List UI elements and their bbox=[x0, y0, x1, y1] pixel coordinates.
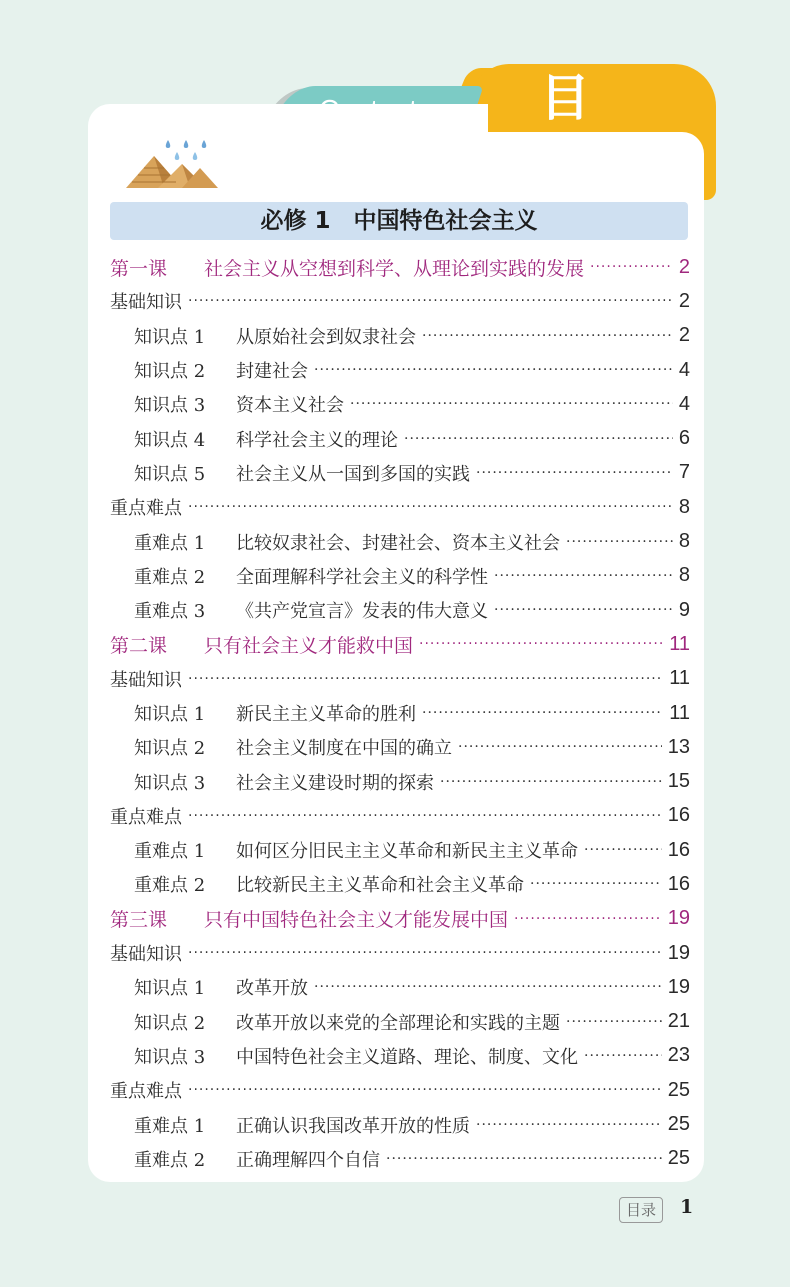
toc-leader-dots bbox=[476, 465, 673, 481]
toc-leader-dots bbox=[494, 568, 673, 584]
toc-section-row[interactable] bbox=[110, 936, 690, 970]
toc-entry-tag: 知识点 4 bbox=[134, 429, 206, 451]
toc-page-number: 2 bbox=[678, 289, 690, 312]
toc-entry-label: 基础知识 bbox=[110, 944, 182, 966]
toc-item-row[interactable] bbox=[110, 1107, 690, 1141]
toc-entry-label: 新民主主义革命的胜利 bbox=[236, 704, 416, 725]
toc-lesson-row[interactable] bbox=[110, 902, 690, 936]
toc-item-row[interactable] bbox=[110, 353, 690, 387]
toc-entry-title bbox=[134, 1043, 578, 1069]
toc-entry-tag: 知识点 3 bbox=[134, 395, 206, 417]
toc-entry-tag: 重难点 2 bbox=[134, 875, 206, 897]
toc-item-row[interactable] bbox=[110, 764, 690, 798]
pyramids-icon bbox=[124, 138, 220, 192]
toc-entry-label: 只有中国特色社会主义才能发展中国 bbox=[204, 909, 509, 932]
toc-entry-label: 改革开放 bbox=[236, 978, 308, 1000]
toc-entry-title bbox=[134, 426, 398, 452]
toc-item-row[interactable] bbox=[110, 593, 690, 627]
toc-entry-title bbox=[110, 494, 182, 520]
toc-entry-label: 重点难点 bbox=[110, 1081, 182, 1103]
toc-leader-dots bbox=[314, 362, 673, 378]
toc-entry-tag: 知识点 2 bbox=[134, 1012, 206, 1034]
toc-page-number: 2 bbox=[678, 255, 690, 278]
toc-entry-tag: 重难点 1 bbox=[134, 1115, 206, 1137]
toc-entry-label: 比较新民主主义革命和社会主义革命 bbox=[236, 875, 524, 897]
toc-entry-label: 科学社会主义的理论 bbox=[236, 429, 398, 451]
toc-leader-dots bbox=[188, 293, 673, 309]
toc-page-number: 21 bbox=[667, 1010, 690, 1033]
toc-entry-title bbox=[134, 529, 560, 555]
toc-entry-label: 基础知识 bbox=[110, 292, 182, 314]
toc-entry-title bbox=[134, 1009, 560, 1035]
page-title: 目 bbox=[540, 69, 614, 127]
toc-leader-dots bbox=[566, 1014, 662, 1030]
toc-leader-dots bbox=[590, 259, 673, 275]
toc-entry-title bbox=[134, 357, 308, 383]
toc-entry-title bbox=[110, 803, 182, 829]
toc-page-number: 25 bbox=[667, 1147, 690, 1170]
toc-page-number: 25 bbox=[667, 1078, 690, 1101]
toc-entry-title bbox=[134, 1146, 380, 1172]
toc-page-number: 11 bbox=[669, 667, 690, 690]
toc-entry-label: 基础知识 bbox=[110, 669, 182, 691]
toc-entry-tag: 第一课 bbox=[110, 257, 168, 280]
toc-leader-dots bbox=[188, 1082, 662, 1098]
toc-entry-title bbox=[134, 700, 416, 726]
toc-entry-title bbox=[110, 905, 508, 932]
toc-item-row[interactable] bbox=[110, 524, 690, 558]
toc-entry-label: 社会主义从一国到多国的实践 bbox=[236, 463, 470, 485]
footer-page-number: 1 bbox=[680, 1196, 694, 1218]
toc-section-row[interactable] bbox=[110, 1073, 690, 1107]
toc-item-row[interactable] bbox=[110, 456, 690, 490]
toc-section-row[interactable] bbox=[110, 662, 690, 696]
toc-leader-dots bbox=[386, 1151, 662, 1167]
toc-leader-dots bbox=[494, 602, 673, 618]
toc-entry-label: 社会主义建设时期的探索 bbox=[236, 772, 434, 794]
toc-leader-dots bbox=[476, 1117, 662, 1133]
module-title-bar: 必修 1 中国特色社会主义 bbox=[110, 202, 688, 240]
toc-page-number: 9 bbox=[678, 598, 690, 621]
toc-entry-title bbox=[134, 563, 488, 589]
toc-item-row[interactable] bbox=[110, 559, 690, 593]
toc-entry-title bbox=[134, 597, 488, 623]
toc-entry-title bbox=[110, 254, 584, 281]
toc-page-number: 15 bbox=[667, 770, 690, 793]
toc-page-number: 8 bbox=[678, 495, 690, 518]
toc-section-row[interactable] bbox=[110, 799, 690, 833]
toc-page-number: 8 bbox=[678, 530, 690, 553]
toc-entry-title bbox=[134, 734, 452, 760]
toc-leader-dots bbox=[584, 1048, 662, 1064]
toc-entry-label: 社会主义制度在中国的确立 bbox=[236, 738, 452, 760]
toc-item-row[interactable] bbox=[110, 1005, 690, 1039]
toc-entry-label: 资本主义社会 bbox=[236, 395, 344, 417]
toc-leader-dots bbox=[188, 671, 663, 687]
toc-item-row[interactable] bbox=[110, 730, 690, 764]
toc-page-number: 16 bbox=[667, 804, 690, 827]
toc-section-row[interactable] bbox=[110, 284, 690, 318]
toc-page-number: 19 bbox=[667, 941, 690, 964]
toc-entry-title bbox=[134, 837, 578, 863]
toc-lesson-row[interactable] bbox=[110, 627, 690, 661]
toc-entry-label: 重点难点 bbox=[110, 498, 182, 520]
toc-page-number: 25 bbox=[667, 1113, 690, 1136]
toc-leader-dots bbox=[514, 911, 662, 927]
toc-entry-tag: 第三课 bbox=[110, 909, 168, 932]
toc-entry-label: 从原始社会到奴隶社会 bbox=[236, 326, 416, 348]
toc-leader-dots bbox=[188, 499, 673, 515]
toc-leader-dots bbox=[404, 431, 673, 447]
toc-leader-dots bbox=[458, 739, 662, 755]
toc-entry-title bbox=[110, 631, 413, 658]
toc-page-number: 8 bbox=[678, 564, 690, 587]
toc-entry-tag: 知识点 2 bbox=[134, 361, 206, 383]
toc-entry-tag: 重难点 1 bbox=[134, 841, 206, 863]
toc-item-row[interactable] bbox=[110, 1039, 690, 1073]
toc-page-number: 16 bbox=[667, 838, 690, 861]
toc-item-row[interactable] bbox=[110, 319, 690, 353]
toc-entry-label: 《共产党宣言》发表的伟大意义 bbox=[236, 601, 488, 623]
toc-entry-label: 如何区分旧民主主义革命和新民主主义革命 bbox=[236, 841, 578, 863]
toc-entry-label: 正确理解四个自信 bbox=[236, 1149, 380, 1171]
toc-entry-tag: 知识点 5 bbox=[134, 463, 206, 485]
toc-entry-label: 正确认识我国改革开放的性质 bbox=[236, 1115, 470, 1137]
toc-leader-dots bbox=[566, 534, 673, 550]
toc-entry-label: 中国特色社会主义道路、理论、制度、文化 bbox=[236, 1046, 578, 1068]
toc-entry-tag: 知识点 1 bbox=[134, 326, 206, 348]
footer-section-label: 目录 bbox=[619, 1197, 663, 1223]
toc-entry-title bbox=[110, 288, 182, 314]
toc-entry-tag: 重难点 2 bbox=[134, 1149, 206, 1171]
toc-entry-title bbox=[134, 974, 308, 1000]
toc-entry-tag: 知识点 3 bbox=[134, 1046, 206, 1068]
toc-page-number: 13 bbox=[667, 735, 690, 758]
toc-entry-tag: 重难点 1 bbox=[134, 532, 206, 554]
toc-item-row[interactable] bbox=[110, 387, 690, 421]
toc-item-row[interactable] bbox=[110, 970, 690, 1004]
toc-entry-label: 重点难点 bbox=[110, 806, 182, 828]
toc-entry-title bbox=[110, 666, 182, 692]
toc-entry-tag: 知识点 2 bbox=[134, 738, 206, 760]
toc-entry-tag: 知识点 3 bbox=[134, 772, 206, 794]
toc-entry-tag: 重难点 3 bbox=[134, 601, 206, 623]
toc-item-row[interactable] bbox=[110, 1142, 690, 1176]
toc-leader-dots bbox=[530, 876, 662, 892]
toc-item-row[interactable] bbox=[110, 867, 690, 901]
table-of-contents bbox=[110, 250, 690, 1176]
toc-leader-dots bbox=[314, 979, 662, 995]
toc-leader-dots bbox=[188, 945, 662, 961]
toc-item-row[interactable] bbox=[110, 833, 690, 867]
toc-page-number: 11 bbox=[669, 632, 690, 655]
toc-entry-label: 全面理解科学社会主义的科学性 bbox=[236, 566, 488, 588]
toc-entry-tag: 第二课 bbox=[110, 634, 168, 657]
toc-leader-dots bbox=[422, 705, 663, 721]
toc-leader-dots bbox=[422, 328, 673, 344]
toc-entry-label: 比较奴隶社会、封建社会、资本主义社会 bbox=[236, 532, 560, 554]
toc-entry-title bbox=[134, 460, 470, 486]
toc-entry-tag: 重难点 2 bbox=[134, 566, 206, 588]
toc-page-number: 4 bbox=[678, 358, 690, 381]
toc-entry-tag: 知识点 1 bbox=[134, 704, 206, 725]
toc-entry-title bbox=[110, 1077, 182, 1103]
toc-page-number: 16 bbox=[667, 872, 690, 895]
toc-entry-label: 只有社会主义才能救中国 bbox=[204, 634, 414, 657]
toc-leader-dots bbox=[440, 774, 662, 790]
toc-leader-dots bbox=[584, 842, 662, 858]
toc-page-number: 23 bbox=[667, 1044, 690, 1067]
toc-entry-title bbox=[110, 940, 182, 966]
toc-page-number: 6 bbox=[678, 427, 690, 450]
toc-entry-title bbox=[134, 769, 434, 795]
toc-section-row[interactable] bbox=[110, 490, 690, 524]
toc-entry-title bbox=[134, 391, 344, 417]
toc-page-number: 19 bbox=[667, 907, 690, 930]
toc-item-row[interactable] bbox=[110, 421, 690, 455]
toc-lesson-row[interactable] bbox=[110, 250, 690, 284]
toc-page-number: 11 bbox=[669, 701, 690, 724]
toc-page-number: 19 bbox=[667, 975, 690, 998]
toc-leader-dots bbox=[419, 636, 663, 652]
toc-page-number: 2 bbox=[678, 324, 690, 347]
toc-leader-dots bbox=[350, 396, 673, 412]
water-drops-icon bbox=[166, 140, 207, 160]
toc-page-number: 4 bbox=[678, 392, 690, 415]
toc-entry-label: 改革开放以来党的全部理论和实践的主题 bbox=[236, 1012, 560, 1034]
toc-entry-title bbox=[134, 1112, 470, 1138]
toc-page-number: 7 bbox=[678, 461, 690, 484]
toc-leader-dots bbox=[188, 808, 662, 824]
toc-entry-title bbox=[134, 323, 416, 349]
toc-entry-title bbox=[134, 871, 524, 897]
toc-entry-label: 封建社会 bbox=[236, 361, 308, 383]
toc-entry-tag: 知识点 1 bbox=[134, 978, 206, 1000]
toc-item-row[interactable] bbox=[110, 696, 690, 730]
toc-entry-label: 社会主义从空想到科学、从理论到实践的发展 bbox=[204, 257, 585, 280]
